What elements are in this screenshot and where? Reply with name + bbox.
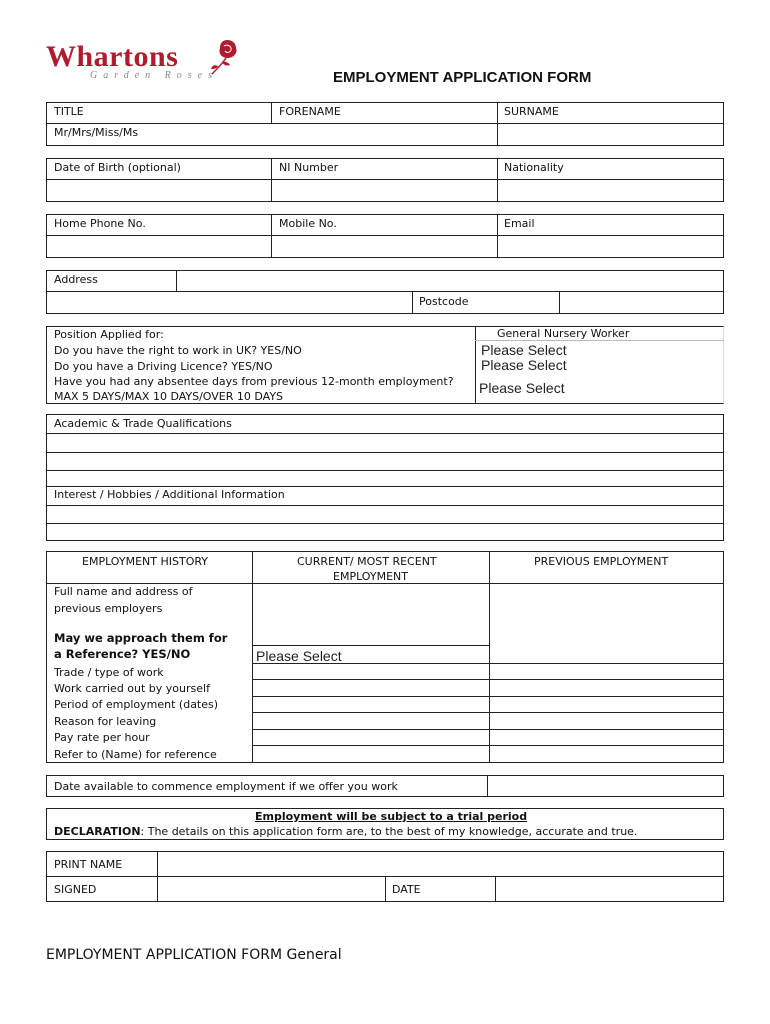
forename-label: FORENAME (279, 105, 341, 118)
nationality-label: Nationality (504, 161, 564, 174)
title-options[interactable]: Mr/Mrs/Miss/Ms (54, 126, 139, 139)
home-phone-label: Home Phone No. (54, 217, 146, 230)
date-label: DATE (392, 883, 421, 896)
email-label: Email (504, 217, 535, 230)
absentee-label-2: MAX 5 DAYS/MAX 10 DAYS/OVER 10 DAYS (54, 390, 284, 403)
current-employer-field[interactable] (253, 584, 489, 645)
mobile-label: Mobile No. (279, 217, 337, 230)
home-phone-field[interactable] (47, 236, 271, 258)
licence-select[interactable]: Please Select (481, 357, 567, 373)
postcode-label: Postcode (419, 295, 469, 308)
forename-field[interactable] (272, 124, 497, 146)
previous-employer-field[interactable] (490, 584, 724, 663)
interests-label: Interest / Hobbies / Additional Information (54, 488, 285, 501)
right-to-work-label: Do you have the right to work in UK? YES/NO (54, 344, 302, 357)
dob-field[interactable] (47, 180, 271, 202)
absentee-label-1: Have you had any absentee days from previous 12-month employment? (54, 375, 454, 388)
qualifications-field[interactable] (47, 434, 724, 486)
trial-period-text: Employment will be subject to a trial period (255, 810, 528, 823)
footer-text: EMPLOYMENT APPLICATION FORM General (46, 947, 342, 963)
declaration-text: : The details on this application form are, to the best of my knowledge, accurate and true. (140, 825, 638, 838)
licence-label: Do you have a Driving Licence? YES/NO (54, 360, 273, 373)
form-title: EMPLOYMENT APPLICATION FORM (333, 69, 592, 86)
row-work-carried-out: Work carried out by yourself (54, 682, 210, 695)
print-name-field[interactable] (158, 852, 724, 876)
previous-employment-header: PREVIOUS EMPLOYMENT (534, 555, 669, 568)
signed-label: SIGNED (54, 883, 97, 896)
declaration-label: DECLARATION (54, 825, 141, 838)
dob-label: Date of Birth (optional) (54, 161, 181, 174)
employers-label-2: previous employers (54, 602, 163, 615)
declaration (54, 825, 637, 838)
address-field-line2[interactable] (47, 292, 412, 314)
postcode-field[interactable] (560, 292, 724, 314)
row-reason-for-leaving: Reason for leaving (54, 715, 157, 728)
nationality-field[interactable] (498, 180, 724, 202)
position-label: Position Applied for: (54, 328, 164, 341)
employment-history-header: EMPLOYMENT HISTORY (82, 555, 209, 568)
mobile-field[interactable] (272, 236, 497, 258)
reference-label-1: May we approach them for (54, 631, 228, 645)
current-employment-header-1: CURRENT/ MOST RECENT (297, 555, 437, 568)
reference-select[interactable]: Please Select (256, 648, 342, 664)
email-field[interactable] (498, 236, 724, 258)
right-to-work-select[interactable]: Please Select (481, 342, 567, 358)
row-pay-rate: Pay rate per hour (54, 731, 150, 744)
surname-field[interactable] (498, 124, 724, 146)
print-name-label: PRINT NAME (54, 858, 123, 871)
position-value[interactable]: General Nursery Worker (497, 327, 630, 340)
title-label: TITLE (54, 105, 84, 118)
row-trade: Trade / type of work (54, 666, 164, 679)
brand-tagline: Garden Roses (90, 70, 219, 81)
address-label: Address (54, 273, 98, 286)
reference-label-2: a Reference? YES/NO (54, 647, 191, 661)
row-period: Period of employment (dates) (54, 698, 219, 711)
signed-field[interactable] (158, 877, 385, 902)
brand-logo: Whartons (46, 40, 179, 73)
ni-field[interactable] (272, 180, 497, 202)
absentee-select[interactable]: Please Select (479, 380, 565, 396)
date-available-field[interactable] (488, 776, 724, 796)
current-employment-header-2: EMPLOYMENT (333, 570, 408, 583)
qualifications-label: Academic & Trade Qualifications (54, 417, 232, 430)
surname-label: SURNAME (504, 105, 559, 118)
interests-field[interactable] (47, 506, 724, 541)
ni-label: NI Number (279, 161, 339, 174)
address-field-line1[interactable] (177, 271, 724, 291)
row-reference-name: Refer to (Name) for reference (54, 748, 217, 761)
employers-label-1: Full name and address of (54, 585, 193, 598)
date-available-label: Date available to commence employment if we offer you work (54, 780, 398, 793)
date-field[interactable] (496, 877, 724, 902)
